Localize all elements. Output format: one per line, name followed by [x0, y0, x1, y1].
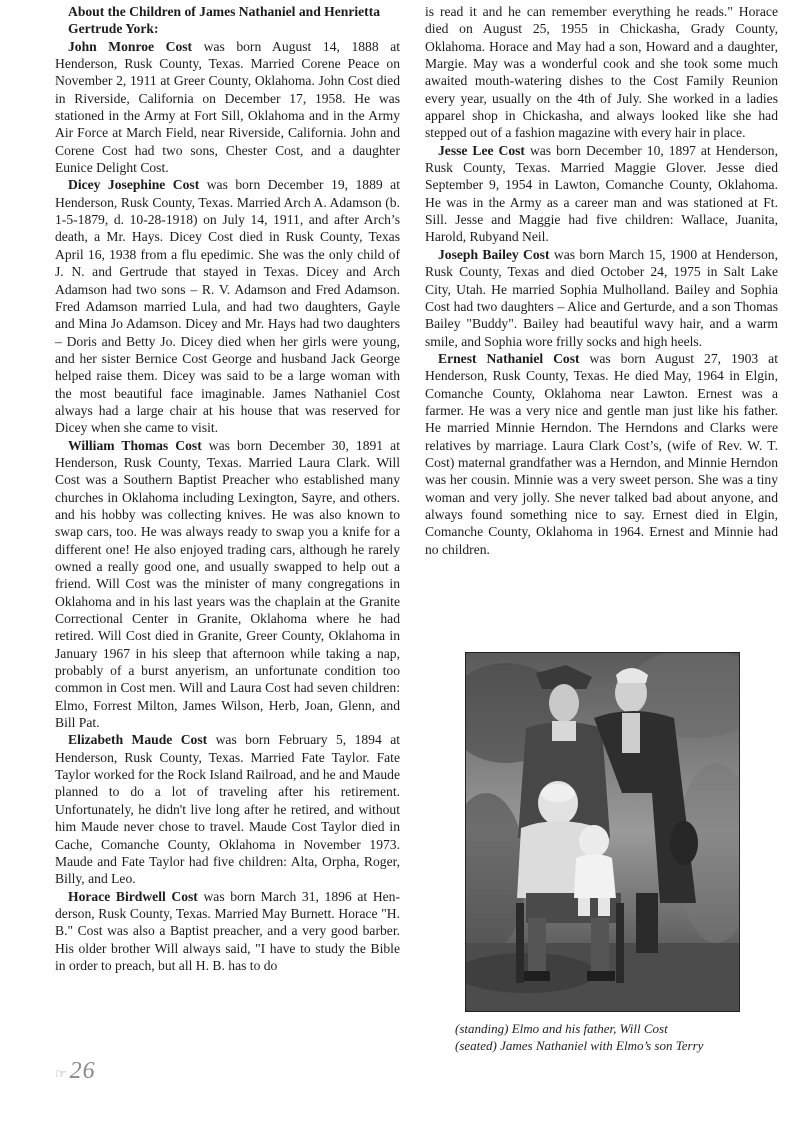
person-name: Dicey Josephine Cost	[68, 177, 200, 193]
bio-paragraph	[55, 888, 400, 975]
photo-illustration	[466, 653, 739, 1011]
bio-text: was born August 14, 1888 at Henderson, Rusk County, Texas. Married Corene Peace on November 2, 1911 at Greer County, Oklahoma. John Cost died in Riverside, California on December 17, 1958. He was stationed in the Army at Fort Sill, Oklahoma and in the Army Air Force at March Field, near Riverside, California. John and Corene Cost had two sons, Chester Cost, and a daughter Eunice Delight Cost.	[55, 38, 401, 176]
person-name: John Monroe Cost	[68, 38, 193, 54]
bio-paragraph	[425, 246, 778, 350]
bio-text: was born February 5, 1894 at Henderson, Rusk County, Texas. Married Fate Taylor. Fate Taylor worked for the Rock Island Railroad, and he and Maude planned to do a lot of traveling after his retirement. Unfortunately, he didn't live long after he retired, and without him Maude never chose to travel. Maude Cost Taylor died in Cache, Comanche County, Oklahoma in November 1973. Maude and Fate Taylor had five children: Alta, Orpha, Roger, Billy, and Leo.	[55, 732, 401, 887]
person-name: Horace Birdwell Cost	[68, 888, 198, 904]
bio-text: was born March 15, 1900 at Henderson, Rusk County, Texas and died October 24, 1975 in Salt Lake City, Utah. He married Sophia Mulholland. Bailey and Sophia Cost had two daughters – Alice and Gerturde, and a son Thomas Bailey "Buddy". Bailey had beautiful wavy hair, and a warm smile, and Sophia wore frilly socks and high heels.	[425, 246, 779, 349]
bio-paragraph	[55, 437, 400, 732]
bio-text: was born August 27, 1903 at Henderson, Rusk County, Texas. He died May, 1964 in Elgin, Comanche County, Oklahoma near Lawton. Ernest was a farmer. He was a very nice and gentle man just like his father. He married Minnie Herndon. The Herndons and Clarks were relatives by marriage. Laura Clark Cost’s, (wife of Rev. W. T. Cost) maternal grandfather was a Herndon, and Minnie Herndon was her cousin. Minnie was a very sweet person. She was a tiny woman and very jolly. She never talked bad about anyone, and always found something nice to say. Ernest died in Elgin, Comanche County, Oklahoma in 1964. Ernest and Minnie had no children.	[425, 350, 778, 557]
caption-line: (seated) James Nathaniel with Elmo’s son Terry	[455, 1038, 704, 1053]
bio-paragraph	[55, 176, 400, 436]
bio-text: was born December 19, 1889 at Henderson, Rusk County, Texas. Married Arch A. Adamson (b. 1-5-1879, d. 10-28-1918) on July 14, 1911, and after Arch’s death, a Mr. Hays. Dicey Cost died in Rusk County, Texas April 16, 1938 from a flu epedimic. She was the only child of J. N. and Gertrude that stayed in Texas. Dicey and Arch Adamson had two sons – R. V. Adamson and Fred Adamson. Fred Adamson married Lula, and had two daughters, Gayle and Mina Jo Adamson. Dicey and Mr. Hays had two daughters – Doris and Betty Jo. Dicey died when her girls were young, and her sister Bernice Cost George and husband Jack George helped raise them. Dicey was said to be a large woman with the most beautiful face imaginable. James Nathaniel Cost always had a large chair at his house that was reserved for Dicey when she came to visit.	[55, 177, 400, 436]
right-column	[425, 3, 778, 558]
caption-line: (standing) Elmo and his father, Will Cost	[455, 1021, 668, 1036]
person-name: William Thomas Cost	[68, 437, 202, 453]
family-photograph	[465, 652, 740, 1012]
person-name: Jesse Lee Cost	[438, 142, 525, 158]
bio-paragraph	[55, 38, 400, 177]
bio-text: was born December 30, 1891 at Henderson, Rusk County, Texas. Married Laura Clark. Will Cost was a Southern Baptist Preacher who established many churches in Oklahoma including Lexington, Sayre, and others. and his hobby was collecting knives. He was also known to swap cars, too. He was always ready to swap you a knife for a different one! He also enjoyed trading cars, although he rarely owned a really good one, and usually swapped to help out a friend. Will Cost was the minister of many congregations in Oklahoma and in his last years was the chaplain at the Granite Correctional Center in Granite, Oklahoma where he had retired. Will Cost died in Granite, Greer County, Oklahoma in January 1967 in his sleep that afternoon while taking a nap, probably of a burst anyerism, an unfortunate condition too common in Cost men. Will and Laura Cost had seven children: Elmo, Forrest Milton, James Wilson, Herb, Joan, Glenn, and Bill Pat.	[55, 437, 400, 731]
pointing-hand-icon: ☞	[55, 1066, 67, 1081]
page-number: 26	[69, 1058, 96, 1084]
continued-paragraph: is read it and he can remember everything he reads." Horace died on August 25, 1955 in Chickasha, Grady County, Oklahoma. Horace and May had a son, Howard and a daughter, Margie. May was a wonderful cook and she took some much awaited mouth-watering dishes to the Cost Family Reunion every year, usually on the 4th of July. She worked in a ladies apparel shop in Chickasha, and always looked like she had stepped out of a fashion magazine with every hair in place.	[425, 4, 778, 141]
bio-paragraph	[425, 142, 778, 246]
page-footer	[55, 1058, 96, 1085]
bio-paragraph	[55, 731, 400, 887]
section-heading: About the Children of James Nathaniel and Henrietta Gertrude York:	[68, 4, 381, 37]
person-name: Joseph Bailey Cost	[438, 246, 550, 262]
bio-text: was born March 31, 1896 at Henderson, Rusk County, Texas. Married May Burnett. Horace "H. B." Cost was also a Baptist preacher, and a very good barber. His older brother Will always said, "I have to study the Bible in order to preach, but all H. B. has to do	[55, 888, 400, 973]
person-name: Ernest Nathaniel Cost	[438, 350, 580, 366]
bio-paragraph	[425, 350, 778, 558]
bio-text: was born December 10, 1897 at Henderson, Rusk County, Texas. Married Maggie Glover. Jesse died September 9, 1954 in Lawton, Comanche County, Oklahoma. He was in the Army as a career man and was stationed at Ft. Sill. Jesse and Maggie had five children: Wallace, Juanita, Harold, Rubyand Neil.	[425, 142, 778, 245]
left-column	[55, 3, 400, 974]
person-name: Elizabeth Maude Cost	[68, 732, 208, 748]
photo-caption	[455, 1020, 775, 1054]
